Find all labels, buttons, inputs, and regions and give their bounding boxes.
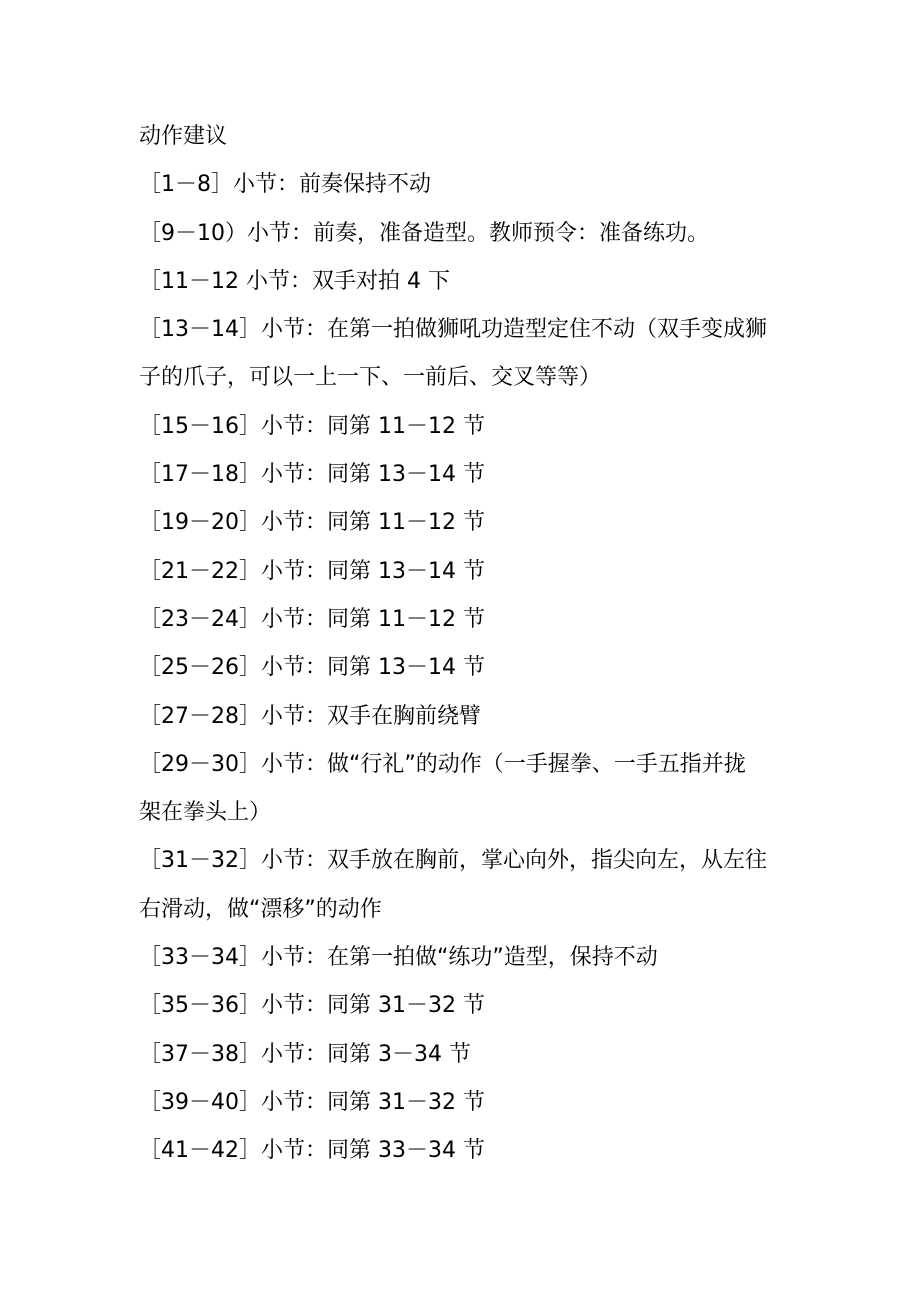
text-line: ［25－26］小节：同第 13－14 节 (139, 655, 485, 681)
document-heading: 动作建议 (139, 124, 228, 149)
text-line: ［33－34］小节：在第一拍做“练功”造型，保持不动 (139, 945, 658, 971)
text-line: ［21－22］小节：同第 13－14 节 (139, 558, 485, 584)
text-line: ［31－32］小节：双手放在胸前，掌心向外，指尖向左，从左往 (139, 848, 767, 874)
text-line: ［27－28］小节：双手在胸前绕臂 (139, 703, 481, 729)
text-line: ［13－14］小节：在第一拍做狮吼功造型定住不动（双手变成狮 (139, 317, 767, 343)
text-line: ［19－20］小节：同第 11－12 节 (139, 510, 485, 536)
text-line: 子的爪子，可以一上一下、一前后、交叉等等） (139, 365, 602, 391)
text-line: 架在拳头上） (139, 800, 272, 826)
text-line: ［11－12 小节：双手对拍 4 下 (139, 268, 450, 294)
document-body (139, 113, 789, 1176)
text-line: 右滑动，做“漂移”的动作 (139, 896, 382, 922)
text-line: ［15－16］小节：同第 11－12 节 (139, 413, 485, 439)
text-line: ［17－18］小节：同第 13－14 节 (139, 462, 485, 488)
text-line: ［9－10）小节：前奏，准备造型。教师预令：准备练功。 (139, 220, 709, 246)
text-line: ［39－40］小节：同第 31－32 节 (139, 1089, 485, 1115)
text-line: ［23－24］小节：同第 11－12 节 (139, 606, 485, 632)
text-line: ［29－30］小节：做“行礼”的动作（一手握拳、一手五指并拢 (139, 751, 746, 777)
text-line: ［41－42］小节：同第 33－34 节 (139, 1138, 485, 1164)
text-line: ［35－36］小节：同第 31－32 节 (139, 993, 485, 1019)
text-line: ［1－8］小节：前奏保持不动 (139, 172, 431, 198)
text-line: ［37－38］小节：同第 3－34 节 (139, 1041, 471, 1067)
